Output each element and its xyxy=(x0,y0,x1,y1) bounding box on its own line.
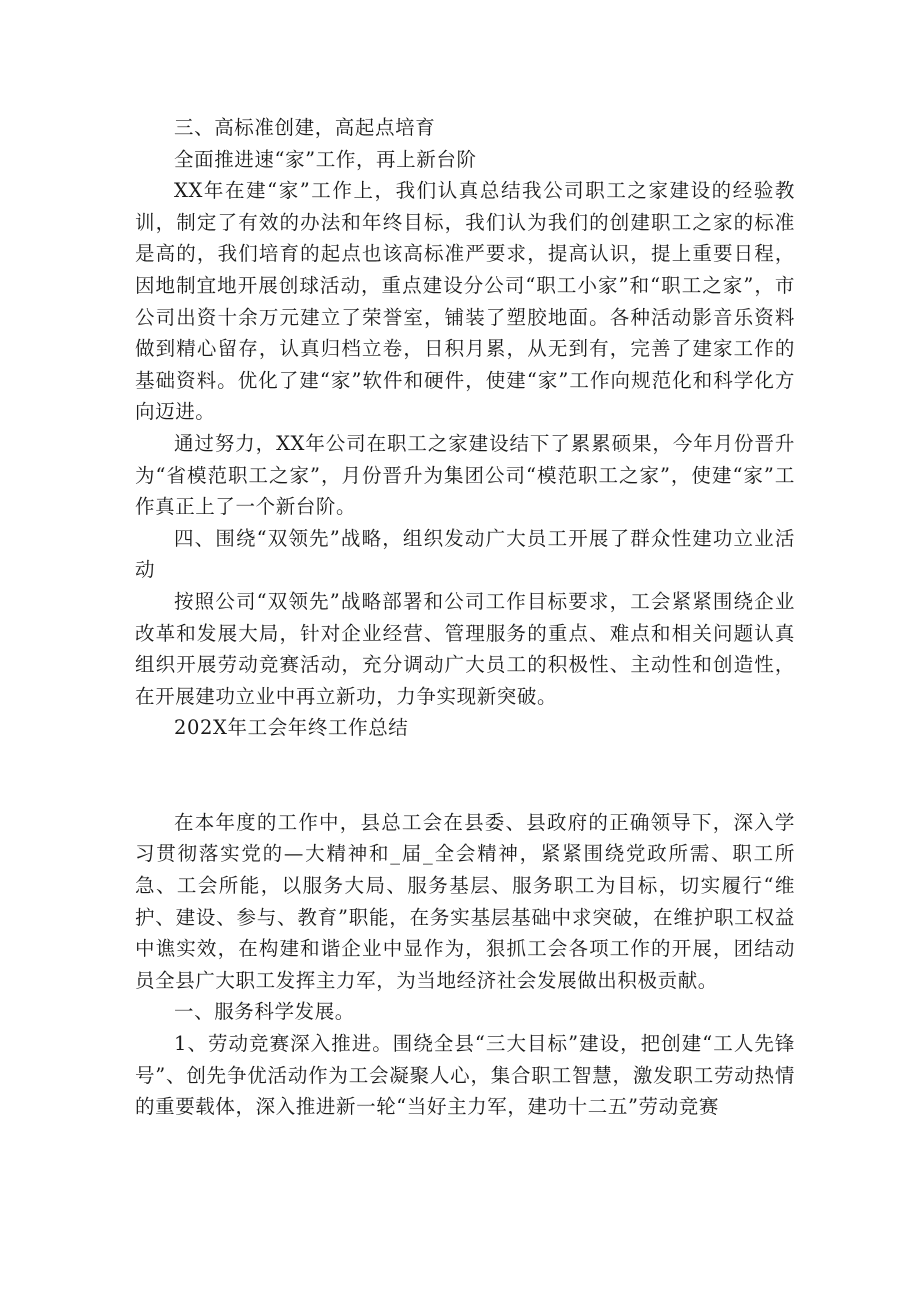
document-title: 202X年工会年终工作总结 xyxy=(174,716,409,740)
section-heading-three: 三、高标准创建，高起点培育 xyxy=(174,116,436,139)
body-paragraph: 通过努力，XX年公司在职工之家建设结下了累累硕果，今年月份晋升为“省模范职工之家”，月份晋升为集团公司“模范职工之家”，使建“家”工作真正上了一个新台阶。 xyxy=(135,431,795,519)
section-heading-four: 四、围绕“双领先”战略，组织发动广大员工开展了群众性建功立业活动 xyxy=(135,526,795,582)
body-paragraph: 在本年度的工作中，县总工会在县委、县政府的正确领导下，深入学习贯彻落实党的—大精神和_届_全会精神，紧紧围绕党政所需、职工所急、工会所能，以服务大局、服务基层、服务职工为目标，切实履行“维护、建设、参与、教育”职能，在务实基层基础中求突破，在维护职工权益中谯实效，在构建和谐企业中显作为，狠抓工会各项工作的开展，团结动员全县广大职工发挥主力军，为当地经济社会发展做出积极贡献。 xyxy=(135,810,795,992)
blank-gap xyxy=(135,744,795,807)
body-paragraph: 按照公司“双领先”战略部署和公司工作目标要求，工会紧紧围绕企业改革和发展大局，针对企业经营、管理服务的重点、难点和相关问题认真组织开展劳动竞赛活动，充分调动广大员工的积极性、主动性和创造性，在开展建功立业中再立新功，力争实现新突破。 xyxy=(135,589,795,708)
section-heading-one: 一、服务科学发展。 xyxy=(174,1000,355,1024)
subheading: 全面推进速“家”工作，再上新台阶 xyxy=(174,147,477,171)
body-paragraph: XX年在建“家”工作上，我们认真总结我公司职工之家建设的经验教训，制定了有效的办法和年终目标，我们认为我们的创建职工之家的标准是高的，我们培育的起点也该高标准严要求，提高认识，提上重要日程，因地制宜地开展创球活动，重点建设分公司“职工小家”和“职工之家”，市公司出资十余万元建立了荣誉室，铺装了塑胶地面。各种活动影音乐资料做到精心留存，认真归档立卷，日积月累，从无到有，完善了建家工作的基础资料。优化了建“家”软件和硬件，使建“家”工作向规范化和科学化方向迈进。 xyxy=(135,179,795,424)
document-body xyxy=(135,112,795,1123)
body-paragraph: 1、劳动竞赛深入推进。围绕全县“三大目标”建设，把创建“工人先锋号”、创先争优活动作为工会凝聚人心，集合职工智慧，激发职工劳动热情的重要载体，深入推进新一轮“当好主力军，建功十二五”劳动竞赛 xyxy=(135,1032,795,1119)
